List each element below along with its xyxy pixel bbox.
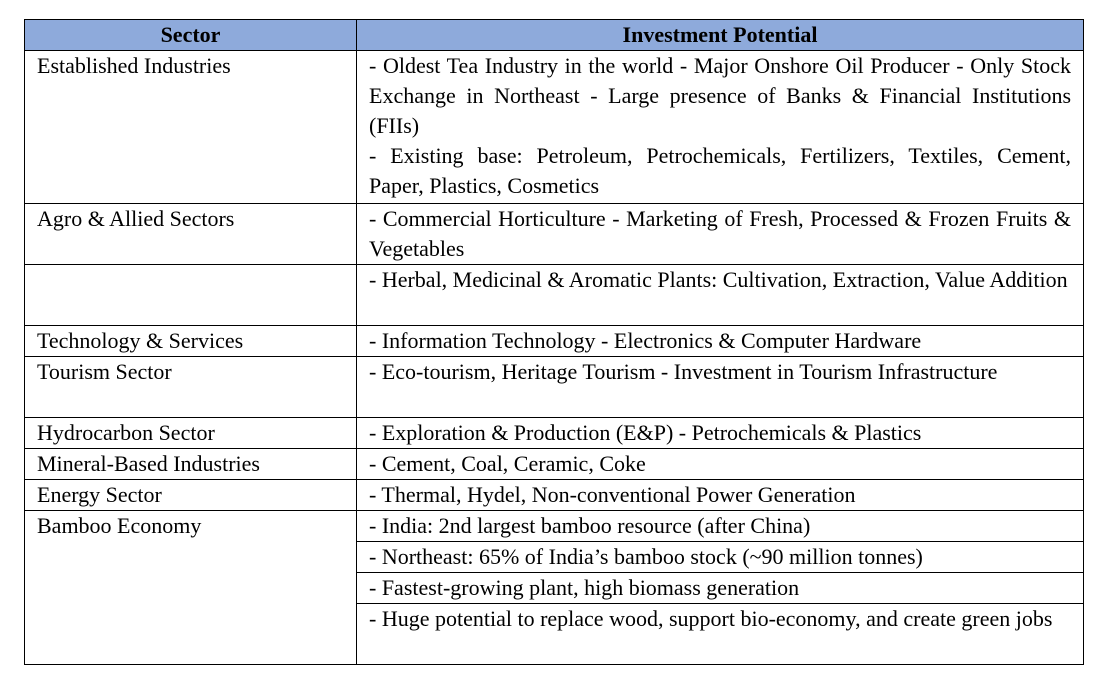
- sector-cell: Agro & Allied Sectors: [25, 204, 357, 265]
- sector-cell: Technology & Services: [25, 326, 357, 357]
- potential-cell: - Fastest-growing plant, high biomass generation: [357, 573, 1084, 604]
- table-row: [25, 265, 1084, 326]
- potential-cell: [357, 265, 1084, 326]
- table-row: [25, 357, 1084, 418]
- table-row: [25, 326, 1084, 357]
- potential-cell: - Information Technology - Electronics & Computer Hardware: [357, 326, 1084, 357]
- table-row: [25, 204, 1084, 265]
- potential-item: - Commercial Horticulture - Marketing of Fresh, Processed & Frozen Fruits & Vegetables: [369, 206, 1071, 261]
- header-investment-potential: Investment Potential: [357, 20, 1084, 51]
- header-sector: Sector: [25, 20, 357, 51]
- table-row: [25, 449, 1084, 480]
- potential-cell: - Cement, Coal, Ceramic, Coke: [357, 449, 1084, 480]
- potential-item: - Eco-tourism, Heritage Tourism - Investment in Tourism Infrastructure: [369, 359, 998, 384]
- table-row: [25, 418, 1084, 449]
- table-header-row: [25, 20, 1084, 51]
- potential-cell: [357, 51, 1084, 204]
- potential-cell: [357, 604, 1084, 665]
- table-row: [25, 511, 1084, 542]
- potential-cell: - Exploration & Production (E&P) - Petrochemicals & Plastics: [357, 418, 1084, 449]
- empty-sector-cell: [25, 265, 357, 326]
- sector-cell: Energy Sector: [25, 480, 357, 511]
- potential-item: - Herbal, Medicinal & Aromatic Plants: Cultivation, Extraction, Value Addition: [369, 267, 1068, 292]
- potential-item: - Oldest Tea Industry in the world - Major Onshore Oil Producer - Only Stock Exchange in Northeast - Large presence of Banks & Financial Institutions (FIIs): [369, 53, 1071, 138]
- sector-cell: Tourism Sector: [25, 357, 357, 418]
- sector-cell: Hydrocarbon Sector: [25, 418, 357, 449]
- table-row: [25, 480, 1084, 511]
- potential-cell: [357, 357, 1084, 418]
- sector-cell: Mineral-Based Industries: [25, 449, 357, 480]
- potential-item: - Existing base: Petroleum, Petrochemicals, Fertilizers, Textiles, Cement, Paper, Plastics, Cosmetics: [369, 143, 1071, 198]
- potential-cell: [357, 204, 1084, 265]
- investment-potential-table: [24, 19, 1084, 665]
- potential-cell: - Northeast: 65% of India’s bamboo stock (~90 million tonnes): [357, 542, 1084, 573]
- potential-cell: - India: 2nd largest bamboo resource (after China): [357, 511, 1084, 542]
- sector-cell: Established Industries: [25, 51, 357, 204]
- potential-item: - Huge potential to replace wood, support bio-economy, and create green jobs: [369, 606, 1053, 631]
- potential-cell: - Thermal, Hydel, Non-conventional Power Generation: [357, 480, 1084, 511]
- sector-cell: Bamboo Economy: [25, 511, 357, 665]
- table-row: [25, 51, 1084, 204]
